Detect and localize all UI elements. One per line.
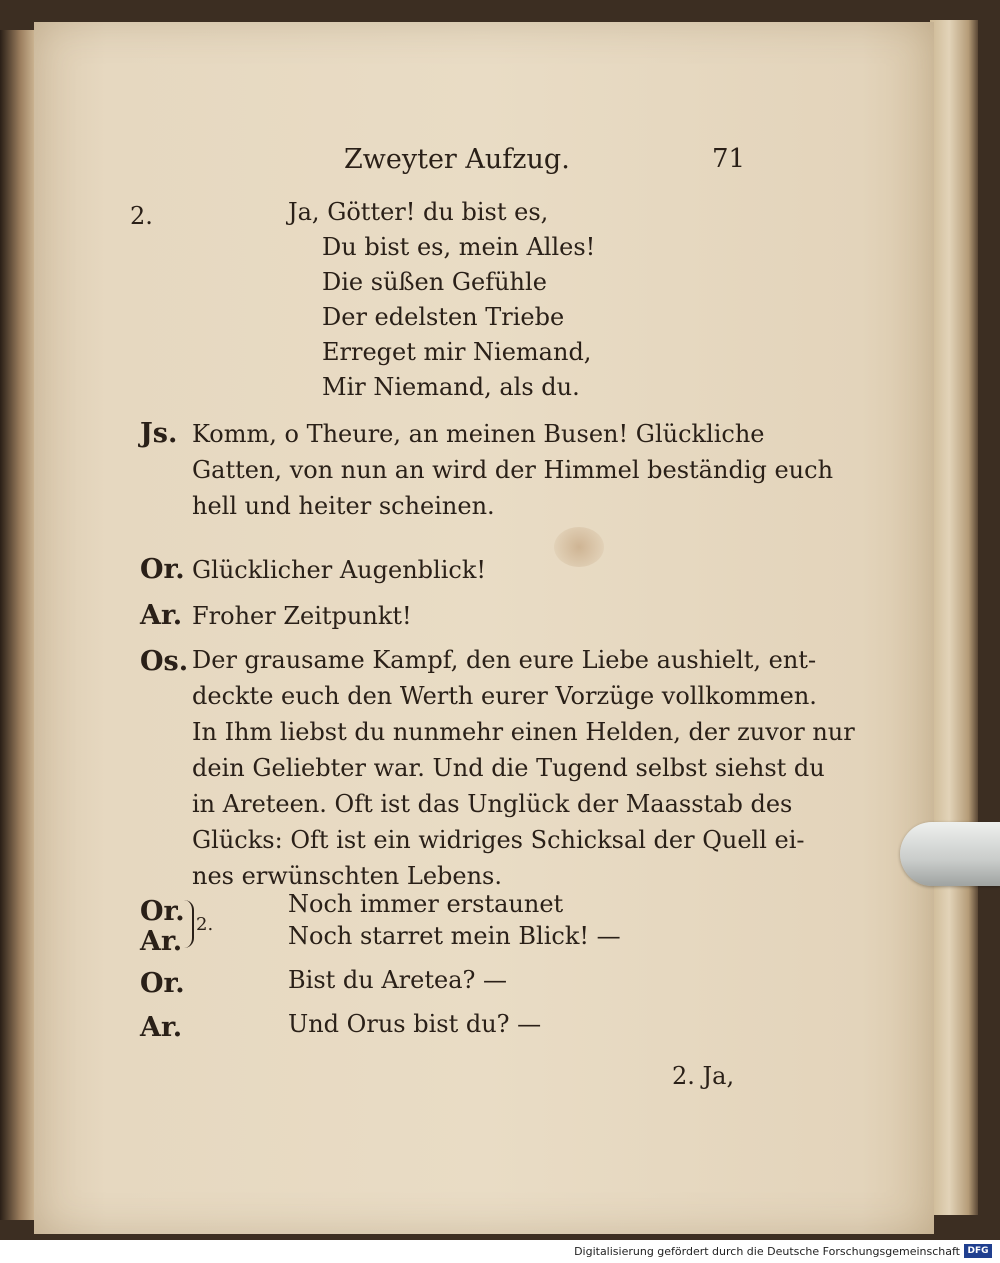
- verse-line: Bist du Aretea? —: [288, 966, 508, 994]
- verse-line: Noch starret mein Blick! —: [288, 922, 621, 950]
- dialogue-text: Froher Zeitpunkt!: [192, 602, 412, 630]
- dialogue-text: [192, 642, 855, 894]
- speaker-label: Or.: [140, 968, 185, 999]
- speaker-label: Js.: [140, 418, 178, 449]
- prose-line: Der grausame Kampf, den eure Liebe aushielt, ent-: [192, 646, 817, 674]
- speaker-label: Ar.: [140, 926, 183, 957]
- speaker-label: Os.: [140, 646, 189, 677]
- verse-line: Die süßen Gefühle: [322, 268, 547, 296]
- prose-line: in Areteen. Oft ist das Unglück der Maasstab des: [192, 790, 793, 818]
- speaker-label: Or.: [140, 554, 185, 585]
- speaker-label: Or.: [140, 896, 185, 927]
- funding-credit: Digitalisierung gefördert durch die Deutsche Forschungsgemeinschaft: [574, 1245, 960, 1258]
- verse-line: Mir Niemand, als du.: [322, 373, 580, 401]
- page-stack-edge: [930, 20, 978, 1215]
- prose-line: dein Geliebter war. Und die Tugend selbst siehst du: [192, 754, 825, 782]
- speaker-brace: [182, 900, 194, 948]
- paper-stain: [554, 527, 604, 567]
- verse-line: Noch immer erstaunet: [288, 890, 564, 918]
- prose-line: Glücks: Oft ist ein widriges Schicksal der Quell ei-: [192, 826, 805, 854]
- verse-line: Der edelsten Triebe: [322, 303, 565, 331]
- dialogue-text: [192, 416, 833, 524]
- page-number: 71: [712, 144, 746, 174]
- dfg-logo-icon: DFG: [964, 1244, 992, 1258]
- prose-line: Komm, o Theure, an meinen Busen! Glückliche: [192, 420, 765, 448]
- prose-line: In Ihm liebst du nunmehr einen Helden, der zuvor nur: [192, 718, 855, 746]
- speaker-label: Ar.: [140, 1012, 183, 1043]
- prose-line: hell und heiter scheinen.: [192, 492, 495, 520]
- verse-line: Ja, Götter! du bist es,: [288, 198, 549, 226]
- page-tab-marker: [900, 822, 1000, 886]
- verse-line: Und Orus bist du? —: [288, 1010, 542, 1038]
- running-title: Zweyter Aufzug.: [344, 144, 570, 175]
- prose-line: deckte euch den Werth eurer Vorzüge vollkommen.: [192, 682, 817, 710]
- catchword: 2. Ja,: [672, 1062, 735, 1090]
- song-number: 2.: [196, 914, 214, 935]
- speaker-label: Ar.: [140, 600, 183, 631]
- prose-line: Gatten, von nun an wird der Himmel beständig euch: [192, 456, 834, 484]
- verse-line: Erreget mir Niemand,: [322, 338, 592, 366]
- verse-line: Du bist es, mein Alles!: [322, 233, 596, 261]
- book-page: [34, 22, 934, 1234]
- book-spine-edge: [0, 30, 34, 1220]
- dialogue-text: Glücklicher Augenblick!: [192, 556, 486, 584]
- song-number: 2.: [130, 202, 153, 230]
- prose-line: nes erwünschten Lebens.: [192, 862, 502, 890]
